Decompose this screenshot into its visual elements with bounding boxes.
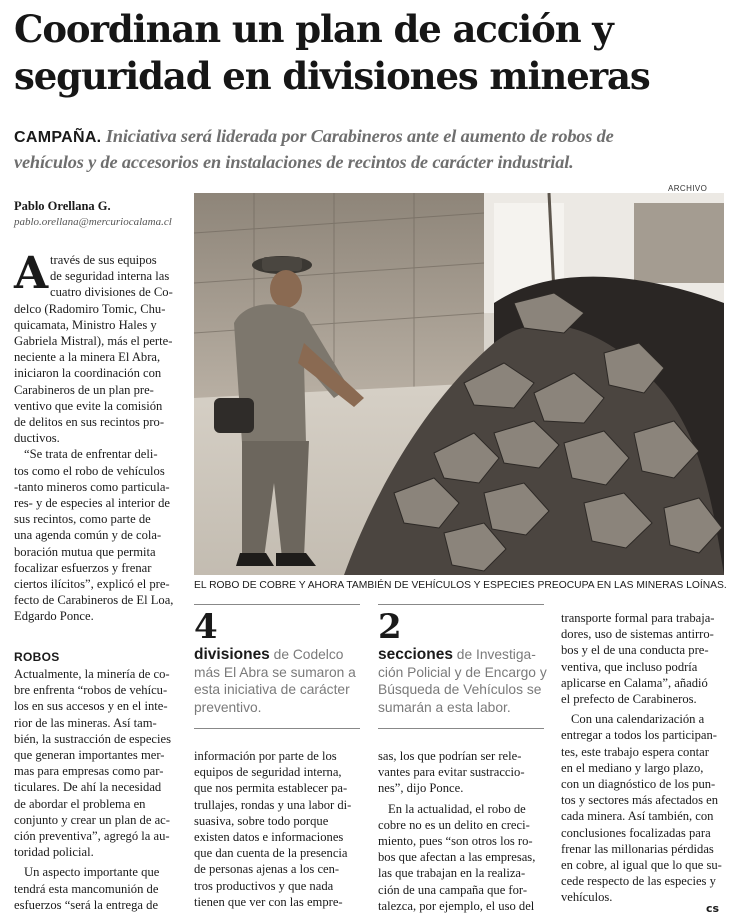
photo-caption: EL ROBO DE COBRE Y AHORA TAMBIÉN DE VEHÍCULOS Y ESPECIES PREOCUPA EN LAS MINERAS LOÍNAS. xyxy=(194,580,727,591)
body-line: cuatro divisiones de Co- xyxy=(50,285,173,300)
fact-bold: secciones xyxy=(378,646,453,663)
body-line: los en sus accesos y en el inte- xyxy=(14,699,168,714)
body-line: miento, pues “son otros los ro- xyxy=(378,834,533,849)
deck-line-2: vehículos y de accesorios en instalaciones de recintos de carácter industrial. xyxy=(14,152,574,172)
body-line: focalizar esfuerzos y frenar xyxy=(14,560,152,575)
body-line: cobre no es un delito en creci- xyxy=(378,817,530,832)
body-line: Un aspecto importante que xyxy=(24,865,160,880)
news-photo xyxy=(194,193,724,575)
body-line: Con una calendarización a xyxy=(571,712,705,727)
body-line: tos como el robo de vehículos xyxy=(14,463,165,478)
byline-email: pablo.orellana@mercuriocalama.cl xyxy=(14,216,172,228)
body-line: ción de una campaña que for- xyxy=(378,882,528,897)
body-line: existen datos e informaciones xyxy=(194,830,344,845)
body-line: el prefecto de Carabineros. xyxy=(561,692,697,707)
body-line: frenar las millonarias pérdidas xyxy=(561,841,714,856)
column-1 xyxy=(14,248,178,625)
body-line: rior de las mineras. Así tam- xyxy=(14,715,157,730)
body-line: que dan cuenta de la presencia xyxy=(194,846,348,861)
body-line: conclusiones focalizadas para xyxy=(561,825,711,840)
body-line: de delitos en sus recintos pro- xyxy=(14,415,165,430)
body-line: bién, la sustracción de especies xyxy=(14,731,172,746)
body-line: ticulares. De ahí la necesidad xyxy=(14,780,162,795)
photo-illustration xyxy=(194,193,724,575)
headline xyxy=(14,6,719,100)
body-line: -tanto mineros como particula- xyxy=(14,479,170,494)
fact-rule xyxy=(194,604,360,605)
body-line: nes”, dijo Ponce. xyxy=(378,781,464,796)
body-line: cede respecto de las especies y xyxy=(561,874,716,889)
body-line: en cobre, al igual que lo que su- xyxy=(561,858,722,873)
body-line: dores, uso de sistemas antirro- xyxy=(561,627,714,642)
fact-line xyxy=(378,646,550,664)
fact-number-sections: 2 xyxy=(378,607,402,647)
body-line: transporte formal para trabaja- xyxy=(561,611,715,625)
body-line: En la actualidad, el robo de xyxy=(388,801,526,816)
body-line: ción preventiva”, agregó la au- xyxy=(14,829,170,844)
body-line: en el mediano y largo plazo, xyxy=(561,760,704,775)
body-line: tes, este trabajo espera contar xyxy=(561,744,709,759)
fact-line xyxy=(194,646,364,664)
body-line: esfuerzos “será la entrega de xyxy=(14,897,159,912)
fact-line: más El Abra se sumaron a xyxy=(194,664,356,680)
body-line: bos que afectan a las empresas, xyxy=(378,850,536,865)
body-line: quicamata, Ministro Hales y xyxy=(14,317,157,332)
body-line: de abordar el problema en xyxy=(14,796,146,811)
body-line: mas para empresas como par- xyxy=(14,764,164,779)
body-line: sas, los que podrían ser rele- xyxy=(378,749,522,763)
fact-text: de Investiga- xyxy=(452,647,536,662)
body-line: ciertos ilícitos”, explicó el pre- xyxy=(14,577,170,592)
fact-line: sumarán a esta labor. xyxy=(378,699,511,715)
headline-line-1: Coordinan un plan de acción y xyxy=(14,7,613,51)
byline-author: Pablo Orellana G. xyxy=(14,199,111,213)
fact-bold: divisiones xyxy=(194,646,270,663)
fact-text: de Codelco xyxy=(269,647,344,662)
body-line: toridad policial. xyxy=(14,845,94,860)
fact-number-divisions: 4 xyxy=(194,607,218,647)
body-line: tos y sectores más afectados en xyxy=(561,793,719,808)
photo-credit: ARCHIVO xyxy=(668,184,708,193)
headline-line-2: seguridad en divisiones mineras xyxy=(14,54,650,98)
body-line: que nos permita establecer pa- xyxy=(194,781,348,796)
body-line: trullajes, rondas y una labor di- xyxy=(194,797,352,812)
body-line: boración mutua que permita xyxy=(14,544,156,559)
body-line: información por parte de los xyxy=(194,749,337,763)
section-heading-robos: ROBOS xyxy=(14,650,60,664)
body-line: de personas ajenas a los cen- xyxy=(194,862,340,877)
body-line: conjunto y crear un plan de ac- xyxy=(14,812,170,827)
body-line: aplicarse en Calama”, añadió xyxy=(561,675,708,690)
body-line: las que trabajan en la realiza- xyxy=(378,866,526,881)
column-3 xyxy=(378,748,544,914)
fact-rule xyxy=(378,604,544,605)
body-line: ventivo que evite la comisión xyxy=(14,398,163,413)
dropcap: A xyxy=(14,248,49,299)
fact-rule xyxy=(194,728,360,729)
body-line: “Se trata de enfrentar deli- xyxy=(24,447,158,462)
fact-sections xyxy=(378,646,550,716)
end-mark: cs xyxy=(706,902,720,915)
body-line: entregar a todos los participan- xyxy=(561,728,717,743)
deck-label: CAMPAÑA. xyxy=(14,129,102,146)
body-line: tienen que ver con las empre- xyxy=(194,894,343,909)
body-line: Gabriela Mistral), más el perte- xyxy=(14,334,173,349)
deck xyxy=(14,124,719,175)
fact-divisions xyxy=(194,646,364,716)
deck-line-1 xyxy=(14,124,719,150)
body-line: que generan importantes mer- xyxy=(14,748,165,763)
body-line: de seguridad interna las xyxy=(50,269,170,284)
body-line: con un diagnóstico de los pun- xyxy=(561,777,716,792)
body-line: bre enfrenta “robos de vehícu- xyxy=(14,683,168,698)
body-line: neciente a la minera El Abra, xyxy=(14,350,161,365)
body-line: fecto de Carabineros de El Loa, xyxy=(14,593,174,608)
body-line: bos y el de una conducta pre- xyxy=(561,643,709,658)
body-line: una agenda común y de cola- xyxy=(14,528,162,543)
body-line: Actualmente, la minería de co- xyxy=(14,667,170,681)
body-line: tros productivos y que nada xyxy=(194,878,334,893)
column-4 xyxy=(561,610,725,906)
fact-rule xyxy=(378,728,544,729)
body-line: suasiva, sobre todo porque xyxy=(194,813,329,828)
body-line: ventiva, que incluso podría xyxy=(561,659,698,674)
column-2 xyxy=(194,748,360,910)
column-1-continued xyxy=(14,666,178,913)
fact-line: ción Policial y de Encargo y xyxy=(378,664,547,680)
fact-line: preventivo. xyxy=(194,699,262,715)
body-line: tendrá esta mancomunión de xyxy=(14,881,159,896)
body-line: equipos de seguridad interna, xyxy=(194,765,342,780)
body-line: iniciaron la coordinación con xyxy=(14,366,162,381)
body-line: vehículos. xyxy=(561,890,613,905)
body-line: Carabineros de un plan pre- xyxy=(14,382,154,397)
body-line: través de sus equipos xyxy=(50,253,157,267)
fact-line: Búsqueda de Vehículos se xyxy=(378,682,542,697)
fact-line: esta iniciativa de carácter xyxy=(194,682,350,697)
body-line: vantes para evitar sustraccio- xyxy=(378,765,525,780)
body-line: Edgardo Ponce. xyxy=(14,609,94,624)
body-line: talezca, por ejemplo, el uso del xyxy=(378,898,535,913)
body-line: cada minera. Así también, con xyxy=(561,809,714,824)
body-line: ductivos. xyxy=(14,431,60,446)
body-line: res- y de especies al interior de xyxy=(14,496,170,511)
body-line: delco (Radomiro Tomic, Chu- xyxy=(14,301,166,316)
body-line: sus recintos, como parte de xyxy=(14,512,151,527)
deck-text-1: Iniciativa será liderada por Carabineros ante el aumento de robos de xyxy=(105,126,614,146)
